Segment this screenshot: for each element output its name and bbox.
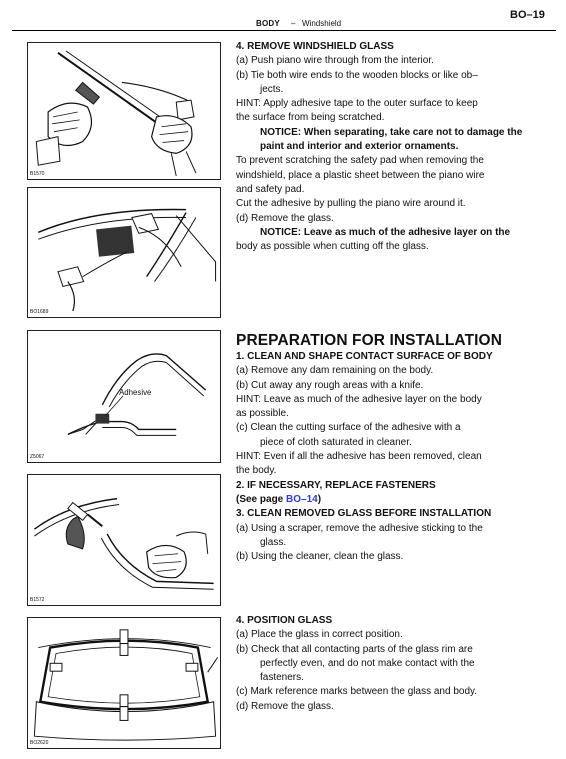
cut-glass-illustration: [28, 188, 220, 317]
remove-step-b: (b) Tie both wire ends to the wooden blocks or like ob–: [236, 69, 478, 81]
figure-code: B1572: [30, 597, 45, 603]
prep-hint-2-cont: the body.: [236, 465, 277, 477]
position-glass-illustration: [28, 618, 220, 748]
prep-step-3: 3. CLEAN REMOVED GLASS BEFORE INSTALLATION: [236, 508, 492, 520]
remove-hint: HINT: Apply adhesive tape to the outer surface to keep: [236, 98, 478, 110]
position-step-b-cont2: fasteners.: [260, 672, 304, 684]
prep-hint-2: HINT: Even if all the adhesive has been removed, clean: [236, 451, 482, 463]
remove-hint-cont: the surface from being scratched.: [236, 112, 385, 124]
position-step-d: (d) Remove the glass.: [236, 700, 334, 712]
preparation-section: [236, 331, 556, 564]
clean-glass-illustration: [28, 475, 220, 605]
prep-step-3a: (a) Using a scraper, remove the adhesive sticking to the: [236, 522, 483, 534]
position-title: 4. POSITION GLASS: [236, 615, 333, 626]
prep-step-1a: (a) Remove any dam remaining on the body.: [236, 365, 434, 377]
figure-cut-glass: [27, 187, 221, 318]
page-number: BO–19: [510, 9, 545, 21]
header-topic: Windshield: [302, 19, 342, 28]
page-link-bo14[interactable]: BO–14: [286, 493, 318, 505]
remove-para-2: windshield, place a plastic sheet between the piano wire: [236, 169, 485, 181]
prep-step-1c-cont: piece of cloth saturated in cleaner.: [260, 436, 412, 448]
figure-code: BO2620: [30, 740, 49, 746]
figure-adhesive-section: [27, 330, 221, 463]
remove-glass-section: [236, 40, 556, 254]
adhesive-label: Adhesive: [119, 388, 152, 398]
see-page-prefix: (See page: [236, 493, 287, 505]
prep-see-page: [236, 493, 556, 507]
adhesive-section-illustration: [28, 331, 220, 462]
remove-para-1: To prevent scratching the safety pad when removing the: [236, 155, 484, 167]
position-section: [236, 614, 556, 714]
remove-notice: NOTICE: When separating, take care not to damage the: [260, 126, 523, 138]
prep-hint-1-cont: as possible.: [236, 408, 289, 420]
figure-position-glass: [27, 617, 221, 749]
remove-title: 4. REMOVE WINDSHIELD GLASS: [236, 41, 394, 52]
remove-notice-2: NOTICE: Leave as much of the adhesive layer on the: [260, 226, 511, 238]
position-step-a: (a) Place the glass in correct position.: [236, 629, 403, 641]
preparation-title: PREPARATION FOR INSTALLATION: [236, 332, 502, 349]
position-step-b: (b) Check that all contacting parts of the glass rim are: [236, 643, 473, 655]
position-step-b-cont: perfectly even, and do not make contact with the: [260, 657, 475, 669]
remove-step-a: (a) Push piano wire through from the interior.: [236, 55, 434, 67]
figure-clean-glass: [27, 474, 221, 606]
figure-code: Z5067: [30, 454, 45, 460]
position-step-c: (c) Mark reference marks between the glass and body.: [236, 686, 478, 698]
remove-cut: Cut the adhesive by pulling the piano wire around it.: [236, 198, 466, 210]
prep-step-1: 1. CLEAN AND SHAPE CONTACT SURFACE OF BODY: [236, 351, 493, 362]
remove-step-b-cont: jects.: [260, 83, 284, 95]
prep-step-1c: (c) Clean the cutting surface of the adhesive with a: [236, 422, 461, 434]
header-rule: [12, 30, 556, 31]
prep-step-2: 2. IF NECESSARY, REPLACE FASTENERS: [236, 479, 436, 491]
prep-step-3b: (b) Using the cleaner, clean the glass.: [236, 551, 404, 563]
header-section: BODY: [256, 19, 280, 28]
remove-para-3: and safety pad.: [236, 183, 305, 195]
remove-notice-cont: paint and interior and exterior ornaments.: [260, 141, 459, 153]
see-page-suffix: ): [317, 493, 322, 505]
header-dash: –: [291, 19, 296, 28]
figure-piano-wire: [27, 42, 221, 180]
piano-wire-illustration: [28, 43, 220, 179]
figure-code: B1570: [30, 171, 45, 177]
figure-code: BO1689: [30, 309, 49, 315]
prep-step-3a-cont: glass.: [260, 536, 287, 548]
remove-step-d: (d) Remove the glass.: [236, 212, 334, 224]
remove-notice-2-cont: body as possible when cutting off the glass.: [236, 241, 429, 253]
prep-step-1b: (b) Cut away any rough areas with a knife.: [236, 379, 424, 391]
prep-hint-1: HINT: Leave as much of the adhesive layer on the body: [236, 393, 482, 405]
